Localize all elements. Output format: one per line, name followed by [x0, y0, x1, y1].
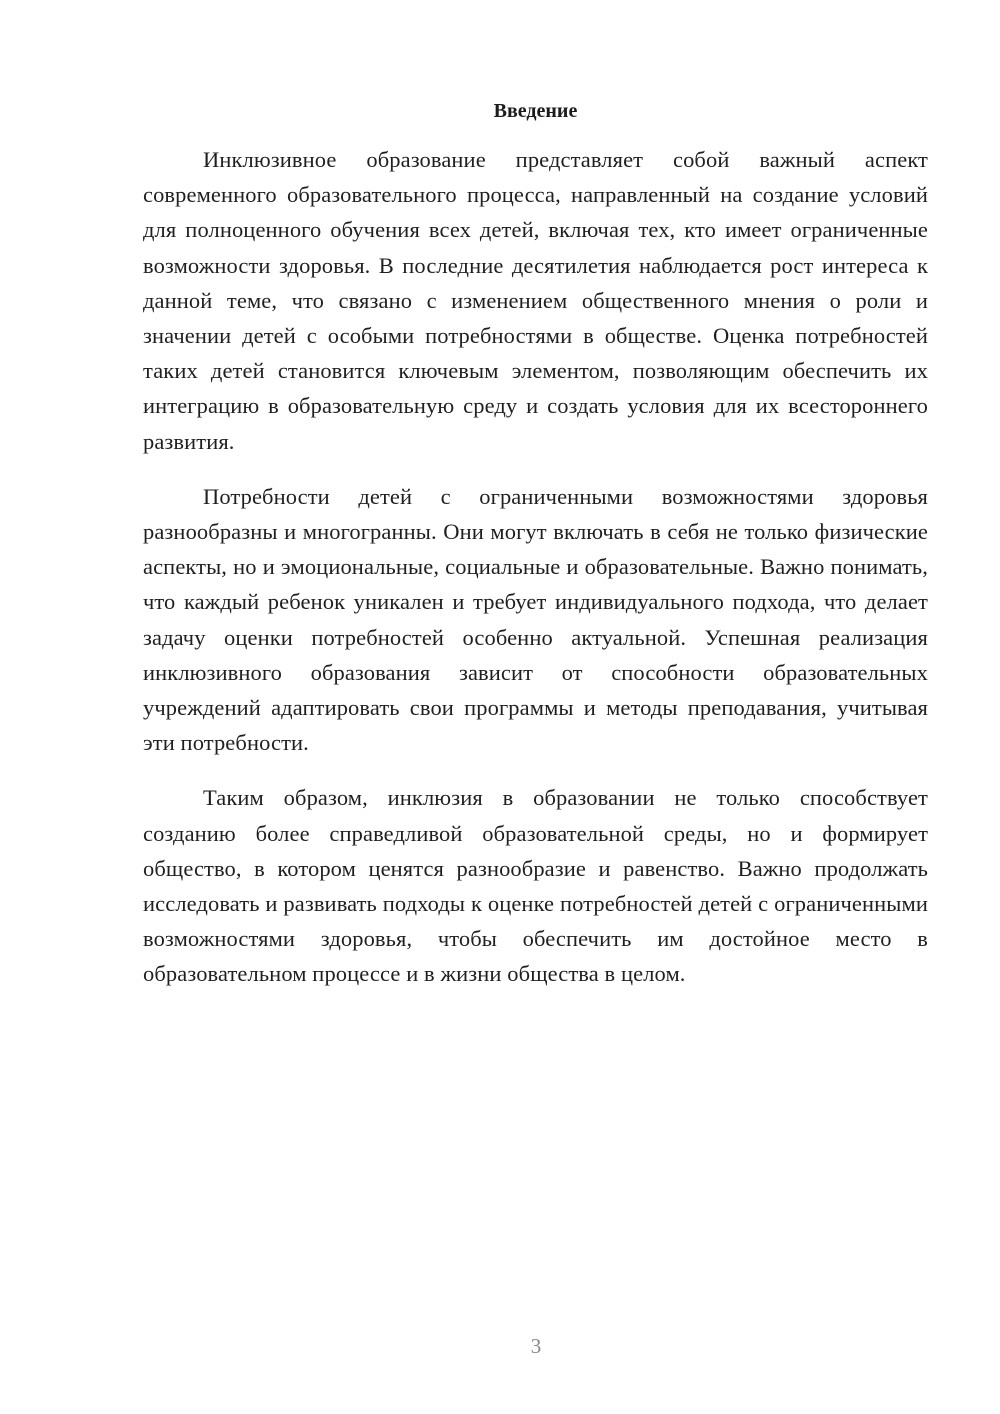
paragraph-3: Таким образом, инклюзия в образовании не только способствует созданию более справедливой образовательной среды, но и формирует общество, в котором ценятся разнообразие и равенство. Важно продолжать исследовать и развивать подходы к оценке потребностей детей с ограниченными возможностями здоровья, чтобы обеспечить им достойное место в образовательном процессе и в жизни общества в целом.: [143, 785, 928, 987]
paragraph-2: Потребности детей с ограниченными возможностями здоровья разнообразны и многогранны. Они могут включать в себя не только физические аспекты, но и эмоциональные, социальные и образовательные. Важно понимать, что каждый ребенок уникален и требует индивидуального подхода, что делает задачу оценки потребностей особенно актуальной. Успешная реализация инклюзивного образования зависит от способности образовательных учреждений адаптировать свои программы и методы преподавания, учитывая эти потребности.: [143, 483, 928, 756]
paragraph-1: Инклюзивное образование представляет собой важный аспект современного образовательного процесса, направленный на создание условий для полноценного обучения всех детей, включая тех, кто имеет ограниченные возможности здоровья. В последние десятилетия наблюдается рост интереса к данной теме, что связано с изменением общественного мнения о роли и значении детей с особыми потребностями в обществе. Оценка потребностей таких детей становится ключевым элементом, позволяющим обеспечить их интеграцию в образовательную среду и создать условия для их всестороннего развития.: [143, 147, 928, 454]
page-number: 3: [530, 1334, 542, 1358]
section-heading: Введение: [493, 100, 578, 122]
body-text: [143, 142, 928, 1012]
